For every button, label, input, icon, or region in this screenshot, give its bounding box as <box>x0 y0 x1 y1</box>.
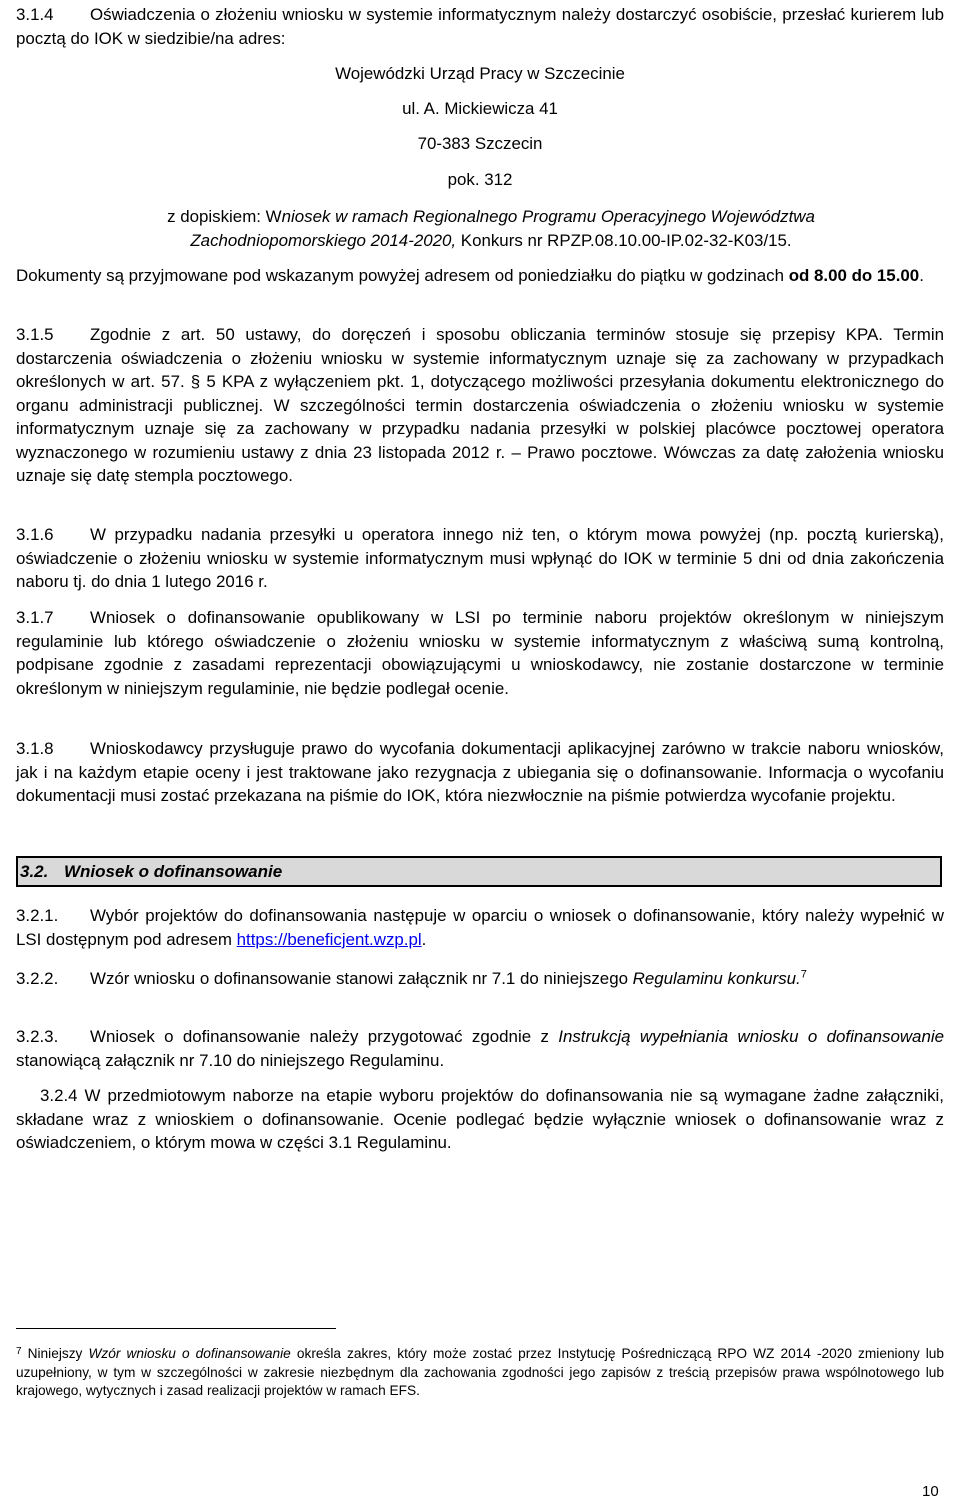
paragraph-text: Wniosek o dofinansowanie opublikowany w LSI po terminie naboru projektów określonym w niniejszym regulaminie lub którego oświadczenie o złożeniu wniosku w systemie informatycznym z właściwą sumą kontrolną, podpisane zgodnie z zasadami reprezentacji obowiązującymi u wnioskodawcy, nie zostanie dostarczone w terminie określonym w niniejszym regulaminie, nie będzie podlegał ocenie. <box>16 608 944 698</box>
footnote-separator <box>16 1328 336 1329</box>
paragraph-text: Zgodnie z art. 50 ustawy, do doręczeń i sposobu obliczania terminów stosuje się przepisy KPA. Termin dostarczenia oświadczenia o złożeniu wniosku w systemie informatycznym uznaje się za zachowany w przypadkach określonych w art. 57. § 5 KPA z wyłączeniem pkt. 1, dotyczącego możliwości przesyłania dokumentu elektronicznego do organu administracji publicznej. W szczególności termin dostarczenia oświadczenia o złożeniu wniosku w systemie informatycznym uznaje się za zachowany w przypadku nadania przesyłki w polskiej placówce pocztowej operatora wyznaczonego w rozumieniu ustawy z dnia 23 listopada 2012 r. – Prawo pocztowe. Wówczas za datę założenia wniosku uznaje się datę stempla pocztowego. <box>16 325 944 485</box>
paragraph-number: 3.1.4 <box>16 5 54 24</box>
hours-bold: od 8.00 do 15.00 <box>788 266 920 285</box>
paragraph-number: 3.1.5 <box>16 325 54 344</box>
beneficjent-link[interactable]: https://beneficjent.wzp.pl <box>236 929 422 949</box>
paragraph-3-1-6 <box>16 523 944 594</box>
page-number: 10 <box>922 1483 939 1500</box>
footnote-italic: Wzór wniosku o dofinansowanie <box>88 1346 291 1361</box>
paragraph-3-1-7 <box>16 606 944 700</box>
section-heading-3-2 <box>16 856 942 887</box>
instrukcja-italic: Instrukcją wypełniania wniosku o dofinansowanie <box>558 1027 944 1046</box>
paragraph-3-1-5 <box>16 323 944 488</box>
address-line: ul. A. Mickiewicza 41 <box>402 99 558 118</box>
address-line: Wojewódzki Urząd Pracy w Szczecinie <box>335 64 625 83</box>
note-rest: Konkurs nr RPZP.08.10.00-IP.02-32-K03/15. <box>456 230 792 250</box>
paragraph-text-cont: stanowiącą załącznik nr 7.10 do niniejszego Regulaminu. <box>16 1050 445 1070</box>
hours-end: . <box>919 266 924 285</box>
paragraph-3-1-8 <box>16 737 944 808</box>
paragraph-number: 3.1.8 <box>16 739 54 758</box>
regulamin-italic: Regulaminu konkursu. <box>632 969 801 988</box>
footnote-text: Niniejszy <box>21 1346 89 1361</box>
paragraph-number: 3.2.1. <box>16 906 59 925</box>
office-hours <box>16 264 944 288</box>
paragraph-text: W przedmiotowym naborze na etapie wyboru projektów do dofinansowania nie są wymagane żadne załączniki, składane wraz z wnioskiem o dofinansowanie. Ocenie podlegać będzie wyłącznie wniosek o dofinansowanie wraz z oświadczeniem, o którym mowa w części 3.1 Regulaminu. <box>16 1086 944 1152</box>
paragraph-text: W przypadku nadania przesyłki u operatora innego niż ten, o którym mowa powyżej (np. pocztą kurierską), oświadczenie o złożeniu wniosku w systemie informatycznym musi wpłynąć do IOK w terminie 5 dni od dnia zakończenia naboru tj. do dnia 1 lutego 2016 r. <box>16 525 944 591</box>
paragraph-text: Wnioskodawcy przysługuje prawo do wycofania dokumentacji aplikacyjnej zarówno w trakcie naboru wniosków, jak i na każdym etapie oceny i jest traktowane jako rezygnacja z ubiegania się o dofinansowanie. Informacja o wycofaniu dokumentacji musi zostać przekazana na piśmie do IOK, która niezwłocznie na piśmie potwierdza wycofanie projektu. <box>16 739 944 805</box>
address-line: 70-383 Szczecin <box>417 134 543 153</box>
footnote-ref: 7 <box>800 968 807 981</box>
footnote-text-cont: określa zakres, który może zostać przez Instytucję Pośredniczącą RPO WZ 2014 -2020 zmieniony lub uzupełniony, w tym w szczególności w zakresie niezbędnym dla zachowania zgodności jego zapisów z treścią przepisów prawa wspólnotowego lub krajowego, wytycznych i zasad realizacji projektów w ramach EFS. <box>16 1346 944 1398</box>
paragraph-end: . <box>421 929 427 949</box>
paragraph-3-2-4 <box>16 1084 944 1155</box>
paragraph-number: 3.2.2. <box>16 969 59 988</box>
paragraph-number: 3.2.3. <box>16 1027 59 1046</box>
address-line: pok. 312 <box>447 170 513 189</box>
paragraph-number: 3.2.4 <box>40 1086 78 1105</box>
note-prefix: z dopiskiem: W <box>167 207 282 226</box>
paragraph-3-1-4 <box>16 3 944 50</box>
paragraph-3-2-2 <box>16 967 944 991</box>
footnote-mark: 7 <box>16 1346 22 1357</box>
paragraph-text: Wniosek o dofinansowanie należy przygotować zgodnie z <box>90 1027 559 1046</box>
footnote <box>16 1345 944 1401</box>
paragraph-number: 3.1.6 <box>16 525 54 544</box>
paragraph-number: 3.1.7 <box>16 608 54 627</box>
paragraph-text: Wzór wniosku o dofinansowanie stanowi załącznik nr 7.1 do niniejszego <box>90 969 633 988</box>
address-note <box>96 205 886 252</box>
paragraph-text: Wybór projektów do dofinansowania następuje w oparciu o wniosek o dofinansowanie, który należy wypełnić w LSI dostępnym pod adresem <box>16 906 944 949</box>
section-number: 3.2. <box>20 862 49 881</box>
note-italic: niosek w ramach Regionalnego Programu Operacyjnego Województwa Zachodniopomorskiego 2014-2020, <box>190 207 815 250</box>
hours-text: Dokumenty są przyjmowane pod wskazanym powyżej adresem od poniedziałku do piątku w godzinach <box>16 266 789 285</box>
section-title: Wniosek o dofinansowanie <box>64 862 283 881</box>
paragraph-3-2-1 <box>16 904 944 951</box>
paragraph-text: Oświadczenia o złożeniu wniosku w systemie informatycznym należy dostarczyć osobiście, przesłać kurierem lub pocztą do IOK w siedzibie/na adres: <box>16 5 944 48</box>
paragraph-3-2-3 <box>16 1025 944 1072</box>
